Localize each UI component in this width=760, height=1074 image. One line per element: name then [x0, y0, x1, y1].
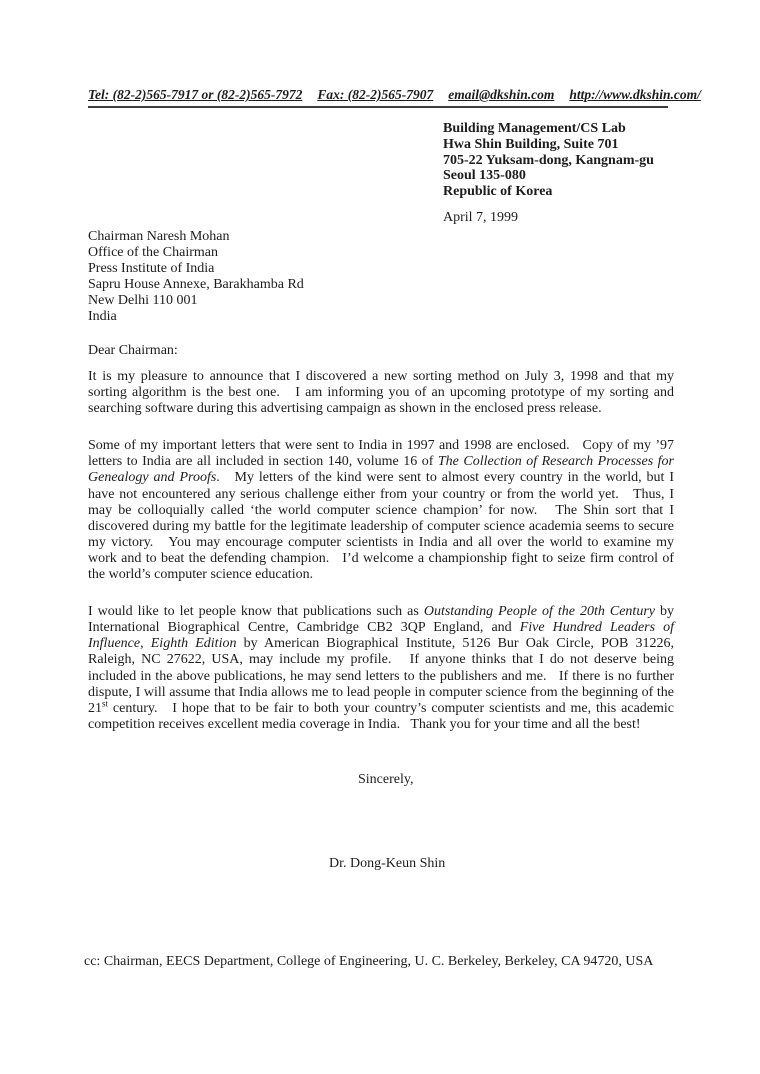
text-segment: It is my pleasure to announce that I discovered a new sorting method on July 3, 1998 and that my sorting algorithm is the best one. I am informing you of an upcoming prototype of my sorting and searching software during this advertising campaign as shown in the enclosed press release. [88, 369, 674, 417]
closing-phrase: Sincerely, [358, 772, 414, 787]
italic-title-segment: Outstanding People of the 20th Century [423, 604, 655, 620]
letter-date: April 7, 1999 [443, 210, 519, 225]
italic-title-segment: Five Hundred Leaders of Influence, Eighth Edition [88, 620, 675, 652]
recipient-address-block [88, 229, 304, 326]
letterhead-tel: Tel: (82-2)565-7917 or (82-2)565-7972 [88, 87, 303, 102]
paragraph [88, 369, 674, 417]
text-segment: I would like to let people know that publications such as [88, 604, 424, 620]
recipient-address-line: Sapru House Annexe, Barakhamba Rd [88, 277, 304, 293]
superscript-segment: st [102, 698, 109, 709]
letterhead-url: http://www.dkshin.com/ [569, 87, 701, 102]
sender-address-line: 705-22 Yuksam-dong, Kangnam-gu [443, 152, 654, 168]
italic-title-segment: The Collection of Research Processes for Genealogy and Proofs [88, 454, 674, 486]
sender-address-line: Hwa Shin Building, Suite 701 [443, 136, 619, 152]
letterhead-contact-line [88, 87, 701, 108]
recipient-address-line: Press Institute of India [88, 261, 215, 277]
recipient-address-line: New Delhi 110 001 [88, 293, 198, 309]
letterhead-email: email@dkshin.com [448, 87, 555, 102]
recipient-address-line: India [88, 309, 117, 325]
letterhead-fax: Fax: (82-2)565-7907 [317, 87, 434, 102]
cc-line: cc: Chairman, EECS Department, College of Engineering, U. C. Berkeley, Berkeley, CA 94720, USA [84, 954, 654, 969]
text-segment: by International Biographical Centre, Cambridge CB2 3QP England, and [88, 604, 674, 636]
signature-name: Dr. Dong-Keun Shin [329, 856, 446, 871]
paragraph [88, 438, 674, 583]
recipient-address-line: Chairman Naresh Mohan [88, 229, 230, 244]
letter-body [88, 369, 674, 754]
text-segment: century. I hope that to be fair to both your country’s computer scientists and me, this academic competition receives excellent media coverage in India. Thank you for your time and all the best! [88, 700, 674, 732]
recipient-address-line: Office of the Chairman [88, 245, 218, 261]
text-segment: by American Biographical Institute, 5126 Bur Oak Circle, POB 31226, Raleigh, NC 27622, USA, may include my profile. If anyone thinks that I do not deserve being included in the above publications, he may send letters to the publishers and me. If there is no further dispute, I will assume that India allows me to lead people in computer science from the beginning of the 21 [88, 636, 674, 716]
sender-address-block [443, 121, 654, 200]
text-segment: Some of my important letters that were sent to India in 1997 and 1998 are enclosed. Copy of my ’97 letters to India are all included in section 140, volume 16 of [88, 438, 674, 470]
paragraph [88, 604, 674, 733]
sender-address-line: Seoul 135-080 [443, 168, 526, 184]
sender-address-line: Building Management/CS Lab [443, 121, 626, 136]
salutation: Dear Chairman: [88, 343, 178, 358]
text-segment: . My letters of the kind were sent to almost every country in the world, but I have not encountered any serious challenge either from your country or from the world yet. Thus, I may be colloquially called ‘the world computer science champion’ for now. The Shin sort that I discovered during my battle for the legitimate leadership of computer science academia seems to secure my victory. You may encourage computer scientists in India and all over the world to examine my work and to beat the defending champion. I’d welcome a championship fight to seize firm control of the world’s computer science education. [88, 470, 674, 583]
sender-address-line: Republic of Korea [443, 184, 553, 200]
